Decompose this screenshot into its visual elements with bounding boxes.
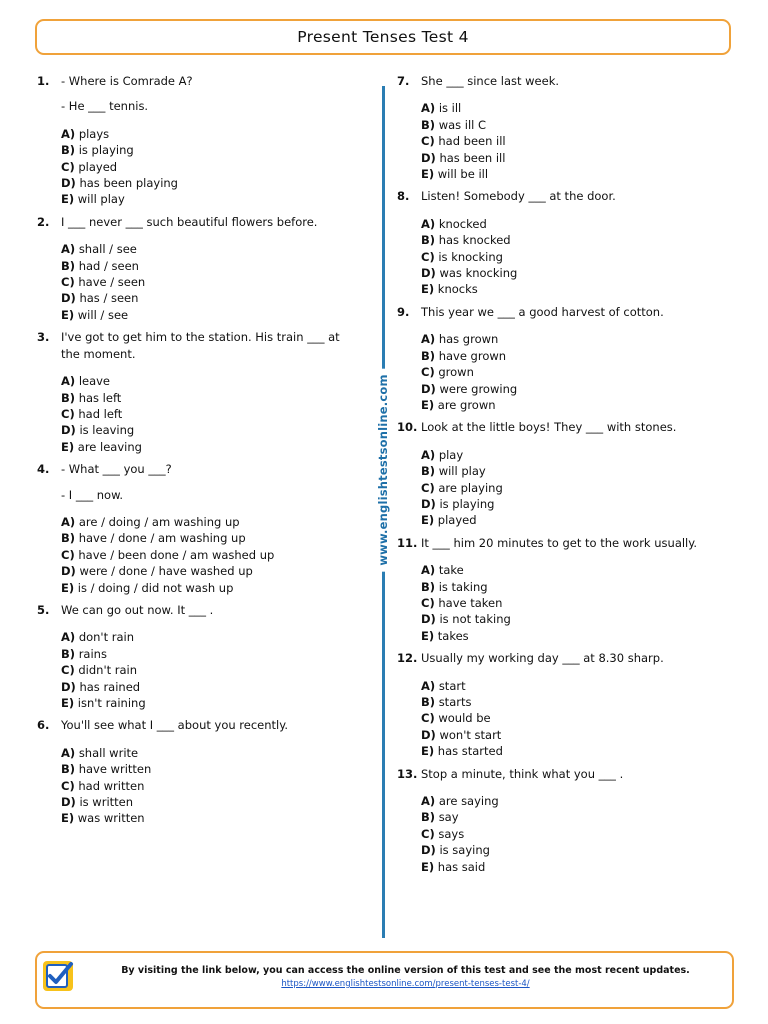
option-text: leave <box>78 374 111 389</box>
option-text: have / been done / am washed up <box>78 547 275 562</box>
question-stem <box>421 766 722 782</box>
option-letter: C) <box>61 406 75 421</box>
question-item <box>397 188 722 297</box>
option-text: will play <box>438 464 486 479</box>
answer-option <box>421 678 722 694</box>
option-letter: C) <box>421 826 435 841</box>
option-text: have written <box>78 762 152 777</box>
answer-option <box>61 629 362 645</box>
option-text: would be <box>438 711 491 726</box>
answer-option <box>421 166 722 182</box>
option-text: has left <box>78 390 122 405</box>
option-letter: E) <box>61 811 75 826</box>
option-letter: C) <box>61 275 75 290</box>
option-letter: A) <box>61 242 76 257</box>
option-letter: A) <box>61 126 76 141</box>
answer-option <box>421 447 722 463</box>
option-text: had written <box>78 778 145 793</box>
footer-link[interactable]: https://www.englishtestsonline.com/present-tenses-test-4/ <box>281 979 530 989</box>
option-letter: B) <box>61 390 76 405</box>
answer-option <box>421 397 722 413</box>
page-title: Present Tenses Test 4 <box>297 28 469 46</box>
question-stem <box>421 650 722 666</box>
option-text: take <box>438 563 464 578</box>
answer-option <box>421 348 722 364</box>
option-text: says <box>438 826 465 841</box>
option-text: play <box>438 447 464 462</box>
question-item <box>37 461 362 596</box>
option-text: was written <box>77 811 145 826</box>
option-text: plays <box>78 126 110 141</box>
option-letter: D) <box>61 176 76 191</box>
option-letter: A) <box>61 630 76 645</box>
option-letter: B) <box>421 579 436 594</box>
option-letter: C) <box>61 663 75 678</box>
option-letter: E) <box>421 282 435 297</box>
question-stem <box>421 419 722 435</box>
answer-option <box>421 364 722 380</box>
answer-option <box>61 406 362 422</box>
option-text: are / doing / am washing up <box>78 514 240 529</box>
option-letter: D) <box>421 727 436 742</box>
option-letter: A) <box>421 563 436 578</box>
option-text: are grown <box>437 397 496 412</box>
option-text: starts <box>438 695 472 709</box>
option-text: has rained <box>79 679 141 694</box>
option-text: knocks <box>437 282 478 297</box>
answer-option <box>61 422 362 438</box>
question-text: It ___ him 20 minutes to get to the work usually. <box>421 535 698 550</box>
option-letter: E) <box>421 744 435 759</box>
option-letter: E) <box>61 192 75 207</box>
question-item <box>397 73 722 182</box>
answer-option <box>421 232 722 248</box>
option-letter: D) <box>421 496 436 511</box>
answer-option <box>61 274 362 290</box>
question-item <box>37 602 362 711</box>
left-column <box>37 73 362 833</box>
question-item <box>397 766 722 875</box>
question-stem <box>61 73 362 115</box>
question-number: 6. <box>37 718 50 733</box>
option-text: is playing <box>78 143 134 158</box>
option-letter: C) <box>421 480 435 495</box>
answer-option <box>61 662 362 678</box>
answer-option <box>421 859 722 875</box>
option-text: is knocking <box>438 249 503 264</box>
question-text: - Where is Comrade A? <box>61 74 193 88</box>
answer-option <box>421 727 722 743</box>
question-text: You'll see what I ___ about you recently. <box>61 718 289 733</box>
option-letter: E) <box>61 580 75 595</box>
question-number: 11. <box>397 535 418 550</box>
question-text: She ___ since last week. <box>421 74 560 88</box>
option-text: knocked <box>438 216 487 231</box>
question-stem <box>421 304 722 320</box>
option-text: takes <box>437 628 469 643</box>
option-text: grown <box>438 365 474 380</box>
option-text: shall / see <box>78 242 137 257</box>
option-letter: E) <box>421 513 435 528</box>
option-text: say <box>438 810 459 825</box>
answer-option <box>61 307 362 323</box>
option-text: is written <box>79 795 134 810</box>
option-letter: A) <box>421 447 436 462</box>
option-letter: E) <box>61 307 75 322</box>
question-item <box>397 650 722 759</box>
option-text: played <box>78 159 118 174</box>
option-text: will be ill <box>437 167 489 182</box>
option-letter: B) <box>421 348 436 363</box>
question-text: We can go out now. It ___ . <box>61 602 214 617</box>
question-text: Look at the little boys! They ___ with stones. <box>421 420 677 435</box>
option-text: didn't rain <box>78 663 138 678</box>
question-number: 12. <box>397 651 418 666</box>
answer-option <box>61 258 362 274</box>
option-text: rains <box>78 646 107 661</box>
option-text: have / done / am washing up <box>78 531 246 546</box>
option-text: is taking <box>438 579 488 594</box>
answer-option <box>421 710 722 726</box>
answer-option <box>61 191 362 207</box>
footer-box <box>35 951 734 1009</box>
question-stem <box>61 461 362 503</box>
option-text: is / doing / did not wash up <box>77 580 234 595</box>
option-letter: E) <box>421 397 435 412</box>
question-number: 8. <box>397 189 410 204</box>
option-letter: A) <box>421 216 436 231</box>
option-letter: A) <box>421 678 436 693</box>
option-letter: D) <box>421 612 436 627</box>
option-text: is playing <box>439 496 495 511</box>
option-letter: D) <box>421 266 436 281</box>
question-stem <box>421 535 722 551</box>
footer-text: By visiting the link below, you can access the online version of this test and see the most recent updates. <box>121 965 690 976</box>
option-text: has started <box>437 744 503 759</box>
answer-option <box>421 496 722 512</box>
option-text: were growing <box>439 381 518 396</box>
option-letter: C) <box>421 249 435 264</box>
option-letter: C) <box>61 159 75 174</box>
option-letter: A) <box>421 794 436 809</box>
option-text: is leaving <box>79 423 135 438</box>
answer-option <box>61 439 362 455</box>
answer-option <box>61 514 362 530</box>
question-stem <box>61 602 362 618</box>
question-stem <box>61 214 362 230</box>
right-column <box>397 73 722 881</box>
option-text: will play <box>77 192 125 207</box>
question-item <box>37 214 362 323</box>
option-letter: B) <box>421 695 436 709</box>
answer-option <box>61 373 362 389</box>
option-text: is saying <box>439 843 490 858</box>
option-text: are playing <box>438 480 503 495</box>
answer-option <box>421 463 722 479</box>
answer-option <box>421 694 722 710</box>
option-text: won't start <box>439 727 502 742</box>
answer-option <box>61 290 362 306</box>
option-text: is ill <box>438 101 462 116</box>
answer-option <box>421 793 722 809</box>
answer-option <box>61 761 362 777</box>
option-letter: E) <box>421 859 435 874</box>
answer-option <box>421 512 722 528</box>
option-letter: D) <box>421 150 436 165</box>
question-item <box>37 717 362 826</box>
option-letter: C) <box>421 595 435 610</box>
option-text: had left <box>78 406 123 421</box>
answer-option <box>421 150 722 166</box>
question-number: 3. <box>37 330 50 345</box>
option-text: had been ill <box>438 134 506 149</box>
answer-option <box>61 547 362 563</box>
answer-option <box>61 794 362 810</box>
question-number: 2. <box>37 214 50 229</box>
option-text: will / see <box>77 307 129 322</box>
option-letter: B) <box>421 464 436 479</box>
answer-option <box>421 743 722 759</box>
answer-option <box>421 216 722 232</box>
option-letter: B) <box>421 233 436 248</box>
question-text: - I ___ now. <box>61 487 124 502</box>
question-number: 7. <box>397 74 410 88</box>
option-text: are leaving <box>77 439 142 454</box>
option-text: are saying <box>438 794 499 809</box>
answer-option <box>421 611 722 627</box>
answer-option <box>61 241 362 257</box>
question-item <box>37 73 362 208</box>
question-stem <box>421 73 722 89</box>
option-letter: D) <box>61 564 76 579</box>
option-letter: D) <box>61 795 76 810</box>
question-text: This year we ___ a good harvest of cotton. <box>421 304 664 319</box>
option-text: have taken <box>438 595 503 610</box>
title-box <box>35 19 731 55</box>
option-letter: B) <box>421 117 436 132</box>
checkbox-icon <box>41 959 75 993</box>
answer-option <box>421 249 722 265</box>
answer-option <box>61 563 362 579</box>
answer-option <box>61 646 362 662</box>
question-text: Usually my working day ___ at 8.30 sharp. <box>421 651 664 666</box>
option-text: played <box>437 513 477 528</box>
answer-option <box>61 390 362 406</box>
question-text: Listen! Somebody ___ at the door. <box>421 189 616 204</box>
answer-option <box>421 117 722 133</box>
answer-option <box>61 175 362 191</box>
question-number: 13. <box>397 766 418 781</box>
question-item <box>397 535 722 644</box>
option-text: has knocked <box>438 233 511 248</box>
answer-option <box>421 562 722 578</box>
option-text: isn't raining <box>77 696 146 710</box>
option-letter: C) <box>61 778 75 793</box>
option-letter: E) <box>421 167 435 182</box>
option-letter: A) <box>61 514 76 529</box>
option-letter: B) <box>61 762 76 777</box>
option-text: start <box>438 678 466 693</box>
option-text: have / seen <box>78 275 146 290</box>
question-item <box>37 329 362 455</box>
answer-option <box>61 679 362 695</box>
answer-option <box>421 265 722 281</box>
answer-option <box>421 628 722 644</box>
option-letter: D) <box>61 291 76 306</box>
option-text: has said <box>437 859 486 874</box>
option-letter: B) <box>61 646 76 661</box>
option-text: is not taking <box>439 612 511 627</box>
option-letter: D) <box>61 423 76 438</box>
question-number: 5. <box>37 602 50 617</box>
option-letter: E) <box>61 439 75 454</box>
option-text: were / done / have washed up <box>79 564 253 579</box>
question-number: 10. <box>397 420 418 435</box>
option-letter: C) <box>421 711 435 726</box>
option-letter: B) <box>421 810 436 825</box>
answer-option <box>61 695 362 711</box>
option-letter: B) <box>61 258 76 273</box>
answer-option <box>61 580 362 596</box>
answer-option <box>421 842 722 858</box>
option-letter: C) <box>61 547 75 562</box>
option-text: don't rain <box>78 630 135 645</box>
answer-option <box>421 826 722 842</box>
option-letter: E) <box>421 628 435 643</box>
answer-option <box>61 778 362 794</box>
answer-option <box>61 142 362 158</box>
question-item <box>397 419 722 528</box>
watermark-url: www.englishtestsonline.com <box>376 368 390 571</box>
option-letter: D) <box>61 679 76 694</box>
question-number: 9. <box>397 304 410 319</box>
option-text: have grown <box>438 348 507 363</box>
answer-option <box>421 281 722 297</box>
answer-option <box>421 100 722 116</box>
question-stem <box>421 188 722 204</box>
answer-option <box>421 579 722 595</box>
answer-option <box>421 331 722 347</box>
answer-option <box>421 809 722 825</box>
question-text: I've got to get him to the station. His train ___ at the moment. <box>61 330 340 361</box>
answer-option <box>61 126 362 142</box>
option-text: has / seen <box>79 291 139 306</box>
question-number: 4. <box>37 462 50 477</box>
answer-option <box>421 381 722 397</box>
question-text: Stop a minute, think what you ___ . <box>421 766 624 781</box>
option-letter: B) <box>61 143 76 158</box>
option-letter: D) <box>421 381 436 396</box>
option-letter: A) <box>61 745 76 760</box>
option-letter: D) <box>421 843 436 858</box>
option-letter: A) <box>61 374 76 389</box>
option-text: was ill C <box>438 117 487 132</box>
option-text: has grown <box>438 332 499 347</box>
answer-option <box>421 595 722 611</box>
option-text: has been ill <box>439 150 506 165</box>
option-letter: C) <box>421 134 435 149</box>
question-text: I ___ never ___ such beautiful flowers before. <box>61 214 318 229</box>
option-text: had / seen <box>78 258 139 273</box>
option-letter: A) <box>421 332 436 347</box>
option-text: has been playing <box>79 176 178 191</box>
option-letter: C) <box>421 365 435 380</box>
answer-option <box>421 133 722 149</box>
question-text: - What ___ you ___? <box>61 462 172 477</box>
option-text: was knocking <box>439 266 518 281</box>
answer-option <box>61 745 362 761</box>
option-letter: E) <box>61 696 75 710</box>
question-number: 1. <box>37 74 50 88</box>
answer-option <box>61 530 362 546</box>
answer-option <box>61 810 362 826</box>
question-stem <box>61 329 362 362</box>
option-letter: A) <box>421 101 436 116</box>
answer-option <box>61 159 362 175</box>
question-text: - He ___ tennis. <box>61 99 149 114</box>
option-text: shall write <box>78 745 139 760</box>
question-stem <box>61 717 362 733</box>
question-item <box>397 304 722 413</box>
option-letter: B) <box>61 531 76 546</box>
answer-option <box>421 480 722 496</box>
